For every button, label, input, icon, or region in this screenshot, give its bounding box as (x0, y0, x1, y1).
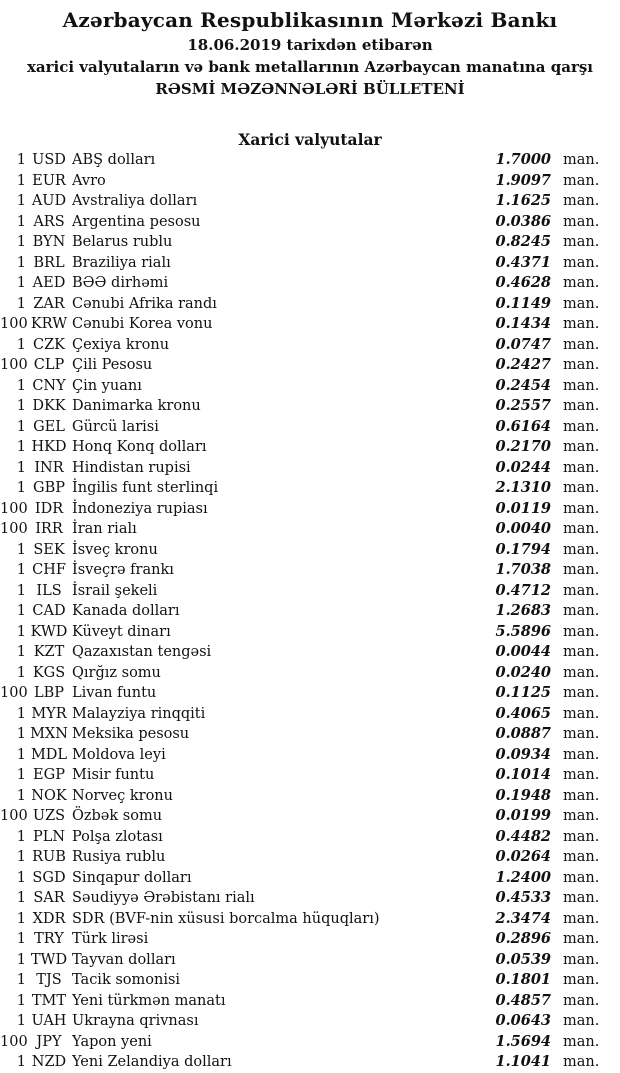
currency-name: Yapon yeni (72, 1033, 152, 1050)
currency-rate: 0.0040 (495, 520, 551, 537)
currency-code: IRR (35, 521, 63, 537)
currency-rate: 1.1625 (495, 192, 551, 209)
currency-code: KRW (30, 316, 68, 332)
currency-quantity: 1 (16, 459, 26, 476)
currency-rate: 0.2896 (495, 930, 551, 947)
currency-name: ABŞ dolları (72, 152, 156, 168)
currency-code: TMT (31, 992, 67, 1009)
currency-row (0, 622, 620, 643)
currency-rate: 0.4712 (495, 581, 551, 599)
currency-quantity: 1 (16, 582, 26, 599)
currency-quantity: 1 (16, 172, 26, 189)
currency-name: İngilis funt sterlinqi (72, 480, 219, 496)
currency-quantity: 1 (16, 767, 26, 783)
currency-unit-label: man. (563, 582, 600, 599)
currency-quantity: 1 (16, 972, 26, 988)
currency-name: Səudiyyə Ərəbistanı rialı (72, 890, 255, 906)
currency-name: Yeni Zelandiya dolları (72, 1054, 232, 1070)
currency-unit-label: man. (563, 254, 600, 271)
currency-quantity: 1 (16, 910, 26, 927)
currency-name: Livan funtu (72, 685, 157, 701)
currency-name: Türk lirəsi (72, 931, 149, 947)
currency-rate: 1.2400 (495, 868, 551, 886)
currency-code: UZS (32, 808, 66, 824)
currency-rate: 0.1149 (495, 294, 551, 312)
currency-quantity: 1 (16, 828, 26, 845)
currency-unit-label: man. (563, 398, 600, 414)
currency-unit-label: man. (563, 541, 600, 558)
currency-rate: 0.4482 (495, 827, 551, 845)
currency-rate: 2.1310 (495, 479, 551, 496)
currency-name: Qırğız somu (72, 664, 161, 681)
currency-quantity: 1 (16, 562, 26, 578)
currency-unit-label: man. (563, 746, 600, 763)
currency-quantity: 1 (16, 1013, 26, 1029)
currency-unit-label: man. (563, 152, 600, 168)
currency-quantity: 1 (16, 746, 26, 763)
currency-name: Ukrayna qrivnası (72, 1013, 199, 1029)
currency-rate: 0.0386 (495, 212, 551, 230)
currency-unit-label: man. (563, 1054, 600, 1070)
currency-name: İsrail şekeli (72, 582, 158, 599)
currency-code: CZK (32, 336, 65, 353)
currency-unit-label: man. (563, 705, 600, 722)
currency-name: Rusiya rublu (72, 849, 166, 865)
currency-code: DKK (32, 398, 66, 414)
currency-quantity: 1 (16, 1054, 26, 1070)
currency-row (0, 1011, 620, 1032)
currency-quantity: 100 (0, 1033, 28, 1050)
currency-unit-label: man. (563, 910, 600, 927)
currency-row (0, 724, 620, 745)
currency-quantity: 1 (16, 275, 26, 291)
currency-quantity: 1 (16, 193, 26, 209)
currency-row (0, 519, 620, 540)
currency-code: HKD (31, 439, 67, 455)
currency-unit-label: man. (563, 562, 600, 578)
currency-row (0, 704, 620, 725)
currency-unit-label: man. (563, 808, 600, 824)
currency-code: KZT (33, 644, 65, 660)
currency-code: LBP (33, 685, 65, 701)
currency-name: Avstraliya dolları (72, 193, 198, 209)
currency-row (0, 888, 620, 909)
currency-unit-label: man. (563, 931, 600, 947)
currency-unit-label: man. (563, 418, 600, 435)
currency-code: EGP (33, 767, 65, 783)
currency-code: AUD (31, 193, 67, 209)
currency-code: BYN (32, 234, 66, 250)
currency-name: Çili Pesosu (72, 357, 153, 373)
currency-name: Yeni türkmən manatı (72, 992, 226, 1009)
currency-quantity: 1 (16, 336, 26, 353)
currency-row (0, 847, 620, 868)
currency-row (0, 212, 620, 233)
currency-row (0, 376, 620, 397)
rates-table (0, 150, 620, 1073)
currency-name: Tacik somonisi (72, 972, 181, 988)
currency-name: İsveç kronu (72, 541, 158, 558)
currency-quantity: 1 (16, 992, 26, 1009)
currency-rate: 0.8245 (495, 233, 551, 250)
currency-code: CLP (33, 357, 65, 373)
currency-quantity: 1 (16, 603, 26, 619)
currency-unit-label: man. (563, 603, 600, 619)
currency-unit-label: man. (563, 213, 600, 230)
currency-rate: 0.0199 (495, 807, 551, 824)
currency-unit-label: man. (563, 849, 600, 865)
currency-name: Çexiya kronu (72, 336, 170, 353)
currency-unit-label: man. (563, 644, 600, 660)
currency-name: Kanada dolları (72, 603, 180, 619)
currency-row (0, 314, 620, 335)
currency-unit-label: man. (563, 890, 600, 906)
currency-unit-label: man. (563, 336, 600, 353)
currency-code: ZAR (33, 295, 65, 312)
currency-unit-label: man. (563, 869, 600, 886)
currency-row (0, 683, 620, 704)
currency-row (0, 273, 620, 294)
currency-rate: 0.0643 (495, 1012, 551, 1029)
currency-unit-label: man. (563, 377, 600, 394)
currency-code: KGS (32, 664, 66, 681)
currency-rate: 0.4628 (495, 274, 551, 291)
currency-rate: 0.1014 (495, 766, 551, 783)
currency-rate: 0.0934 (495, 745, 551, 763)
currency-name: Gürcü larisi (72, 418, 159, 435)
currency-row (0, 601, 620, 622)
currency-unit-label: man. (563, 521, 600, 537)
currency-name: İndoneziya rupiası (72, 500, 208, 517)
currency-name: İran rialı (72, 521, 137, 537)
bulletin-title: RƏSMİ MƏZƏNNƏLƏRİ BÜLLETENİ (155, 80, 465, 98)
currency-rate: 0.4371 (495, 253, 551, 271)
currency-row (0, 437, 620, 458)
currency-rate: 0.0887 (495, 725, 551, 742)
currency-name: Hindistan rupisi (72, 459, 191, 476)
currency-unit-label: man. (563, 685, 600, 701)
currency-quantity: 1 (16, 254, 26, 271)
currency-code: IDR (34, 500, 64, 517)
currency-code: JPY (36, 1033, 62, 1050)
section-title-foreign-currencies: Xarici valyutalar (238, 130, 382, 149)
currency-rate: 0.2557 (495, 397, 551, 414)
currency-row (0, 970, 620, 991)
currency-rate: 1.7038 (495, 561, 551, 578)
currency-quantity: 1 (16, 849, 26, 865)
currency-code: MYR (31, 705, 67, 722)
currency-code: KWD (30, 623, 68, 640)
currency-code: ARS (33, 213, 65, 230)
currency-quantity: 1 (16, 439, 26, 455)
currency-unit-label: man. (563, 726, 600, 742)
currency-code: SAR (33, 890, 65, 906)
currency-code: EUR (32, 172, 66, 189)
currency-row (0, 478, 620, 499)
currency-row (0, 355, 620, 376)
currency-code: ILS (36, 582, 62, 599)
currency-name: Cənubi Korea vonu (72, 316, 213, 332)
currency-row (0, 335, 620, 356)
currency-row (0, 786, 620, 807)
currency-unit-label: man. (563, 623, 600, 640)
currency-name: Küveyt dinarı (72, 623, 171, 640)
currency-unit-label: man. (563, 439, 600, 455)
currency-code: TRY (34, 931, 64, 947)
currency-name: Polşa zlotası (72, 828, 163, 845)
currency-quantity: 1 (16, 726, 26, 742)
currency-row (0, 991, 620, 1012)
currency-row (0, 253, 620, 274)
currency-name: Honq Konq dolları (72, 439, 207, 455)
currency-rate: 0.2427 (495, 356, 551, 373)
currency-name: Tayvan dolları (72, 951, 176, 968)
currency-rate: 5.5896 (495, 622, 551, 640)
currency-row (0, 806, 620, 827)
currency-name: Norveç kronu (72, 787, 173, 804)
currency-rate: 0.1801 (495, 971, 551, 988)
currency-code: CAD (32, 603, 66, 619)
currency-unit-label: man. (563, 972, 600, 988)
currency-name: Özbək somu (72, 808, 163, 824)
currency-name: Avro (72, 172, 106, 189)
currency-rate: 1.5694 (495, 1032, 551, 1050)
currency-rate: 1.7000 (495, 151, 551, 168)
currency-quantity: 1 (16, 152, 26, 168)
currency-quantity: 1 (16, 234, 26, 250)
currency-row (0, 540, 620, 561)
currency-code: CNY (32, 377, 66, 394)
currency-quantity: 1 (16, 418, 26, 435)
currency-quantity: 1 (16, 664, 26, 681)
currency-unit-label: man. (563, 275, 600, 291)
currency-rate: 2.3474 (495, 909, 551, 927)
currency-unit-label: man. (563, 951, 600, 968)
currency-rate: 1.9097 (495, 171, 551, 189)
currency-name: İsveçrə frankı (72, 562, 174, 578)
currency-name: Misir funtu (72, 767, 155, 783)
currency-unit-label: man. (563, 295, 600, 312)
currency-unit-label: man. (563, 357, 600, 373)
currency-rate: 0.0240 (495, 663, 551, 681)
currency-code: SGD (32, 869, 66, 886)
currency-quantity: 1 (16, 213, 26, 230)
currency-quantity: 1 (16, 951, 26, 968)
currency-rate: 0.4857 (495, 991, 551, 1009)
currency-quantity: 1 (16, 890, 26, 906)
currency-quantity: 1 (16, 931, 26, 947)
currency-rate: 0.0539 (495, 950, 551, 968)
currency-code: UAH (31, 1013, 67, 1029)
currency-quantity: 1 (16, 377, 26, 394)
currency-row (0, 417, 620, 438)
document-header (0, 0, 620, 100)
currency-code: MXN (30, 726, 68, 742)
currency-unit-label: man. (563, 480, 600, 496)
currency-quantity: 1 (16, 787, 26, 804)
currency-unit-label: man. (563, 992, 600, 1009)
currency-row (0, 929, 620, 950)
currency-name: Qazaxıstan tengəsi (72, 644, 212, 660)
currency-rate: 0.0119 (495, 499, 551, 517)
currency-row (0, 663, 620, 684)
currency-row (0, 765, 620, 786)
currency-rate: 0.1948 (495, 786, 551, 804)
currency-unit-label: man. (563, 828, 600, 845)
currency-code: GEL (33, 418, 65, 435)
currency-code: TWD (30, 951, 68, 968)
bank-title: Azərbaycan Respublikasının Mərkəzi Bankı (62, 8, 558, 32)
currency-unit-label: man. (563, 1013, 600, 1029)
currency-unit-label: man. (563, 234, 600, 250)
currency-row (0, 171, 620, 192)
currency-quantity: 100 (0, 685, 28, 701)
currency-quantity: 1 (16, 644, 26, 660)
currency-rate: 0.2454 (495, 376, 551, 394)
currency-name: SDR (BVF-nin xüsusi borcalma hüquqları) (72, 910, 380, 927)
currency-rate: 0.2170 (495, 438, 551, 455)
currency-unit-label: man. (563, 316, 600, 332)
currency-quantity: 1 (16, 398, 26, 414)
currency-quantity: 1 (16, 705, 26, 722)
currency-code: AED (32, 275, 66, 291)
currency-code: USD (32, 152, 66, 168)
currency-rate: 1.1041 (495, 1053, 551, 1070)
currency-rate: 0.1794 (495, 540, 551, 558)
currency-code: NOK (31, 787, 67, 804)
currency-quantity: 1 (16, 623, 26, 640)
currency-row (0, 499, 620, 520)
currency-name: Cənubi Afrika randı (72, 295, 217, 312)
currency-rate: 1.2683 (495, 602, 551, 619)
currency-code: XDR (32, 910, 66, 927)
currency-code: RUB (32, 849, 66, 865)
currency-unit-label: man. (563, 1033, 600, 1050)
currency-name: Argentina pesosu (72, 213, 201, 230)
currency-row (0, 232, 620, 253)
currency-rate: 0.4533 (495, 889, 551, 906)
currency-rate: 0.1434 (495, 315, 551, 332)
currency-code: GBP (33, 480, 65, 496)
currency-row (0, 745, 620, 766)
currency-quantity: 1 (16, 869, 26, 886)
currency-quantity: 100 (0, 316, 28, 332)
currency-unit-label: man. (563, 664, 600, 681)
currency-rate: 0.0747 (495, 335, 551, 353)
currency-unit-label: man. (563, 767, 600, 783)
currency-name: BƏƏ dirhəmi (72, 275, 169, 291)
currency-rate: 0.0264 (495, 848, 551, 865)
currency-name: Belarus rublu (72, 234, 173, 250)
subtitle-line: xarici valyutaların və bank metallarının Azərbaycan manatına qarşı (26, 58, 594, 76)
currency-row (0, 150, 620, 171)
currency-name: Çin yuanı (72, 377, 142, 394)
currency-row (0, 191, 620, 212)
currency-row (0, 458, 620, 479)
currency-name: Malayziya rinqqiti (72, 705, 206, 722)
currency-unit-label: man. (563, 459, 600, 476)
currency-unit-label: man. (563, 172, 600, 189)
currency-name: Meksika pesosu (72, 726, 190, 742)
currency-row (0, 1052, 620, 1073)
currency-code: BRL (33, 254, 65, 271)
currency-code: PLN (32, 828, 66, 845)
currency-rate: 0.4065 (495, 704, 551, 722)
currency-name: Braziliya rialı (72, 254, 171, 271)
effective-date-line: 18.06.2019 tarixdən etibarən (187, 36, 433, 54)
currency-rate: 0.6164 (495, 417, 551, 435)
currency-quantity: 100 (0, 808, 28, 824)
currency-name: Danimarka kronu (72, 398, 201, 414)
currency-quantity: 100 (0, 357, 28, 373)
currency-rate: 0.0244 (495, 458, 551, 476)
currency-row (0, 560, 620, 581)
currency-name: Moldova leyi (72, 746, 166, 763)
currency-name: Sinqapur dolları (72, 869, 192, 886)
currency-quantity: 1 (16, 541, 26, 558)
currency-row (0, 1032, 620, 1053)
currency-row (0, 909, 620, 930)
currency-quantity: 1 (16, 295, 26, 312)
currency-unit-label: man. (563, 787, 600, 804)
currency-code: SEK (33, 541, 65, 558)
currency-row (0, 827, 620, 848)
currency-row (0, 868, 620, 889)
currency-quantity: 1 (16, 480, 26, 496)
currency-rate: 0.1125 (495, 684, 551, 701)
currency-quantity: 100 (0, 500, 28, 517)
currency-row (0, 642, 620, 663)
currency-unit-label: man. (563, 193, 600, 209)
currency-row (0, 294, 620, 315)
currency-row (0, 581, 620, 602)
currency-row (0, 396, 620, 417)
currency-code: TJS (36, 972, 62, 988)
currency-code: INR (34, 459, 64, 476)
currency-code: NZD (31, 1054, 67, 1070)
currency-code: MDL (30, 746, 68, 763)
currency-rate: 0.0044 (495, 643, 551, 660)
currency-quantity: 100 (0, 521, 28, 537)
currency-code: CHF (32, 562, 66, 578)
currency-unit-label: man. (563, 500, 600, 517)
currency-row (0, 950, 620, 971)
